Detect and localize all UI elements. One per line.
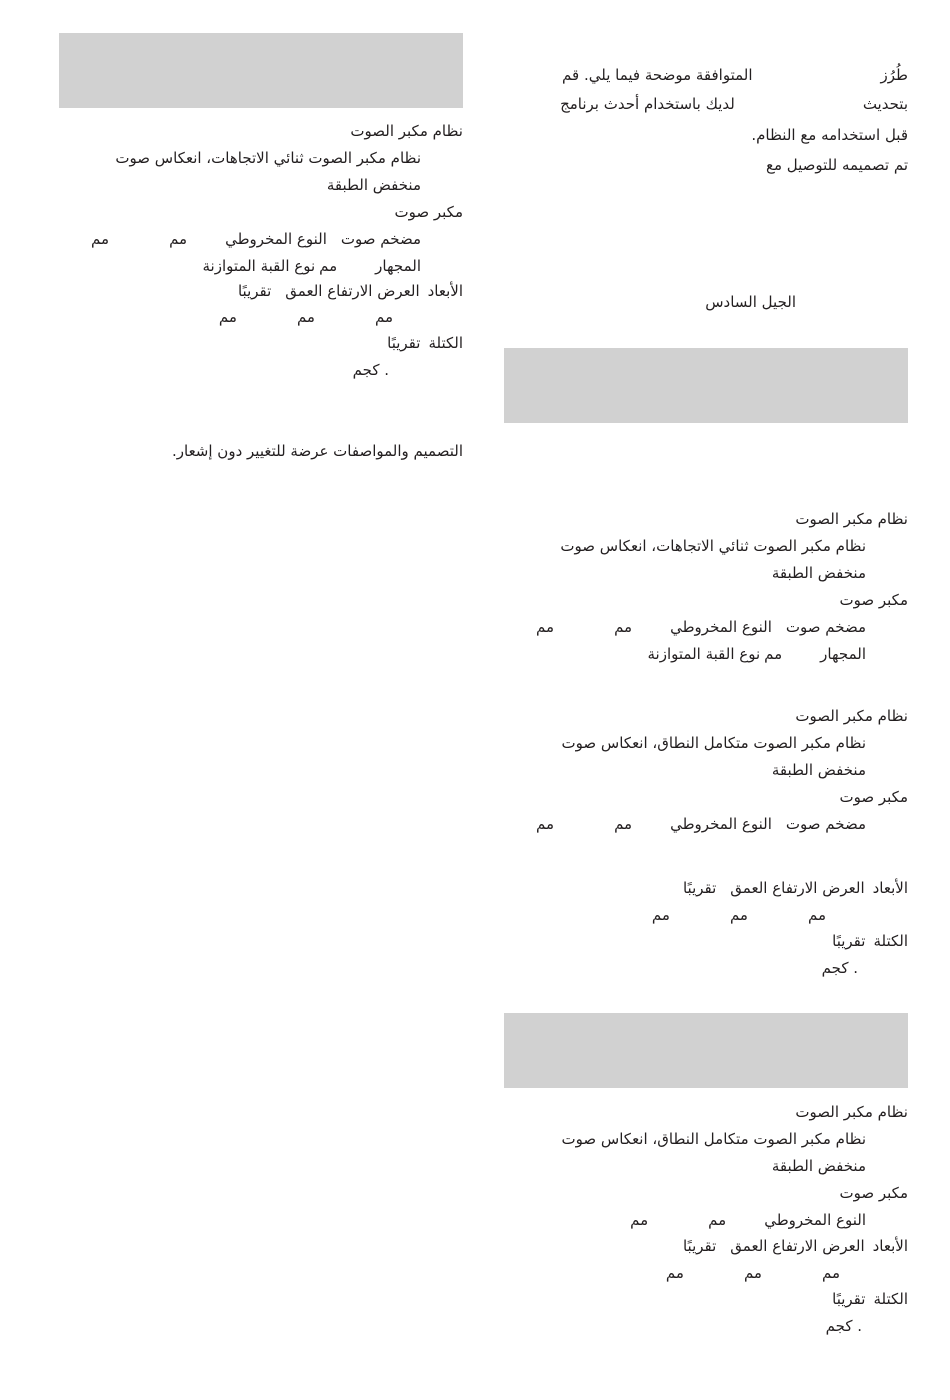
speaker-label: مكبر صوت — [839, 788, 908, 806]
left-spec-block — [59, 118, 463, 378]
dimensions-units: مممممم — [651, 906, 826, 924]
section-header-band-right-2 — [504, 1013, 908, 1088]
intro-line-1: طُرُزالمتوافقة موضحة فيما يلي. قم — [562, 66, 908, 84]
dimensions-row: الأبعادالعرض الارتفاع العمقتقريبًا — [682, 879, 908, 897]
intro-line-4: تم تصميمه للتوصيل مع — [765, 156, 908, 174]
driver-row: النوع المخروطيمممم — [630, 1211, 866, 1229]
system-desc-cont: منخفض الطبقة — [771, 761, 866, 779]
intro-paragraph — [504, 62, 908, 182]
speaker-label: مكبر صوت — [839, 1184, 908, 1202]
system-label: نظام مكبر الصوت — [795, 1103, 908, 1121]
section-header-band-right-1 — [504, 348, 908, 423]
mass-unit: . كجم — [825, 1317, 862, 1335]
dimensions-units: مممممم — [218, 308, 393, 326]
system-desc-cont: منخفض الطبقة — [326, 176, 421, 194]
system-label: نظام مكبر الصوت — [350, 122, 463, 140]
system-desc: نظام مكبر الصوت متكامل النطاق، انعكاس صوت — [561, 734, 866, 752]
right-spec-block-3 — [504, 1099, 908, 1339]
section-header-band-left — [59, 33, 463, 108]
speaker-label: مكبر صوت — [839, 591, 908, 609]
system-desc-cont: منخفض الطبقة — [771, 1157, 866, 1175]
system-desc-cont: منخفض الطبقة — [771, 564, 866, 582]
mass-unit: . كجم — [821, 959, 858, 977]
mass-row: الكتلةتقريبًا — [832, 932, 908, 950]
system-desc: نظام مكبر الصوت ثنائي الاتجاهات، انعكاس صوت — [560, 537, 866, 555]
dimensions-units: مممممم — [665, 1264, 840, 1282]
system-label: نظام مكبر الصوت — [795, 707, 908, 725]
woofer-row: مضخم صوتالنوع المخروطيمممم — [91, 230, 421, 248]
dimensions-row: الأبعادالعرض الارتفاع العمقتقريبًا — [237, 282, 463, 300]
right-spec-block-1 — [504, 506, 908, 666]
dimensions-row: الأبعادالعرض الارتفاع العمقتقريبًا — [682, 1237, 908, 1255]
system-desc: نظام مكبر الصوت متكامل النطاق، انعكاس صوت — [561, 1130, 866, 1148]
mass-unit: . كجم — [352, 361, 389, 379]
generation-label: الجيل السادس — [705, 293, 796, 311]
woofer-row: مضخم صوتالنوع المخروطيمممم — [536, 815, 866, 833]
intro-line-3: قبل استخدامه مع النظام. — [751, 126, 908, 144]
speaker-label: مكبر صوت — [394, 203, 463, 221]
tweeter-row: المجهارممنوع القبة المتوازنة — [202, 257, 421, 275]
right-spec-block-2 — [504, 703, 908, 983]
woofer-row: مضخم صوتالنوع المخروطيمممم — [536, 618, 866, 636]
disclaimer: التصميم والمواصفات عرضة للتغيير دون إشعار. — [171, 442, 463, 460]
system-label: نظام مكبر الصوت — [795, 510, 908, 528]
mass-row: الكتلةتقريبًا — [387, 334, 463, 352]
intro-line-2: بتحديثلديك باستخدام أحدث برنامج — [560, 95, 908, 113]
tweeter-row: المجهارممنوع القبة المتوازنة — [647, 645, 866, 663]
system-desc: نظام مكبر الصوت ثنائي الاتجاهات، انعكاس صوت — [115, 149, 421, 167]
mass-row: الكتلةتقريبًا — [832, 1290, 908, 1308]
